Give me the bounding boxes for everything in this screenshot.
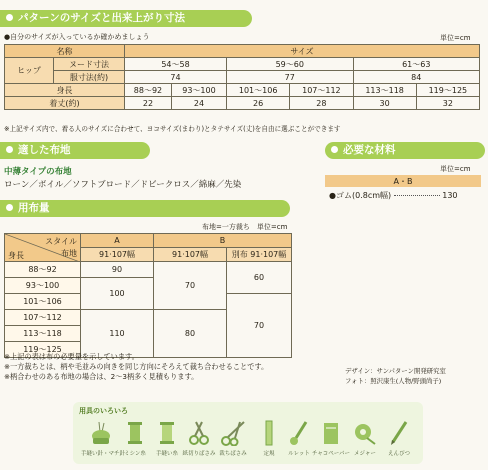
- size-table: [4, 44, 480, 110]
- yardage-cell: 70: [227, 294, 292, 358]
- credit-photo: フォト：照沢康生(人物/野頭尚子): [345, 377, 442, 385]
- tool-label: チャコペーパー: [311, 451, 351, 457]
- unit-label: 単位=cm: [440, 34, 471, 42]
- table-cell: 119〜125: [416, 84, 479, 97]
- yardage-cell: 60: [227, 262, 292, 294]
- table-cell: 77: [227, 71, 353, 84]
- bullet-dot-icon: [6, 14, 13, 21]
- bullet-dot-icon: [6, 146, 13, 153]
- size-footnote: ※上記サイズ内で、着る人のサイズに合わせて、ヨコサイズ(まわり)とタテサイズ(丈)を自由に選ぶことができます: [4, 125, 341, 133]
- table-cell: 26: [227, 97, 290, 110]
- yardage-cell: 100: [81, 278, 154, 310]
- row-label-height: 身長: [5, 84, 125, 97]
- height-cell: 113〜118: [5, 326, 81, 342]
- section-title: 用布量: [18, 202, 50, 214]
- table-cell: 61〜63: [353, 58, 480, 71]
- yardage-note: ※一方裁ちとは、柄や毛並みの向きを同じ方向にそろえて裁ち合わせることです。: [4, 362, 269, 371]
- subnote: ●自分のサイズが入っているか確かめましょう: [4, 33, 150, 41]
- materials-header: A・B: [325, 175, 481, 187]
- yardage-note: ※上記の表は布の必要量を示しています。: [4, 352, 139, 361]
- height-cell: 88〜92: [5, 262, 81, 278]
- table-cell: 101〜106: [227, 84, 290, 97]
- fabric-subtitle: 中薄タイプの布地: [4, 167, 72, 177]
- yardage-cell: 70: [154, 262, 227, 310]
- table-cell: 88〜92: [125, 84, 172, 97]
- table-cell: 59〜60: [227, 58, 353, 71]
- unit-label: 単位=cm: [440, 165, 471, 173]
- width-b1: 91·107幅: [154, 248, 227, 262]
- table-cell: 30: [353, 97, 416, 110]
- credit-design: デザイン：サンパターン開発研究室: [345, 367, 446, 375]
- height-cell: 93〜100: [5, 278, 81, 294]
- tool-label: 紙切りばさみ: [182, 451, 216, 457]
- col-b-header: B: [154, 234, 292, 248]
- tools-panel: [73, 402, 423, 464]
- pencil-icon: [379, 420, 419, 457]
- leader-dots: [394, 195, 440, 196]
- bullet-dot-icon: [6, 204, 13, 211]
- yardage-unit: 布地=一方裁ち 単位=cm: [202, 223, 288, 231]
- tool-label: 手縫い針・マチ針: [81, 451, 126, 457]
- table-cell: 74: [125, 71, 227, 84]
- table-cell: 84: [353, 71, 480, 84]
- fabric-scissors-icon: [213, 420, 253, 457]
- table-cell: 22: [125, 97, 172, 110]
- tool-label: 裁ちばさみ: [219, 451, 247, 457]
- section-title: 必要な材料: [343, 144, 396, 156]
- material-value: 130: [442, 190, 458, 200]
- bullet-dot-icon: [331, 146, 338, 153]
- tool-label: ルレット: [288, 451, 310, 457]
- section-banner-materials: [325, 142, 485, 159]
- tool-label: メジャー: [354, 451, 376, 457]
- height-label: 身長: [8, 251, 24, 260]
- width-b2: 別布 91·107幅: [227, 248, 292, 262]
- table-cell: 93〜100: [171, 84, 226, 97]
- yardage-cell: 90: [81, 262, 154, 278]
- table-cell: 32: [416, 97, 479, 110]
- material-name: ●ゴム(0.8cm幅): [329, 190, 392, 200]
- row-label-hip: ヒップ: [5, 58, 54, 84]
- row-label-length: 着丈(約): [5, 97, 125, 110]
- materials-row: [325, 187, 481, 203]
- section-title: 適した布地: [18, 144, 71, 156]
- section-banner-size: [0, 10, 252, 27]
- row-label-garment: 服寸法(約): [54, 71, 125, 84]
- table-cell: 113〜118: [353, 84, 416, 97]
- height-cell: 101〜106: [5, 294, 81, 310]
- col-a-header: A: [81, 234, 154, 248]
- section-title: パターンのサイズと出来上がり寸法: [18, 12, 185, 24]
- header-name: 名称: [5, 45, 125, 58]
- fabric-list: ローン／ボイル／ソフトブロード／ドビークロス／綿麻／先染: [4, 180, 242, 190]
- header-size: サイズ: [125, 45, 480, 58]
- table-cell: 107〜112: [290, 84, 353, 97]
- fabric-label: 布地: [61, 249, 77, 258]
- table-cell: 24: [171, 97, 226, 110]
- section-banner-fabric: [0, 142, 150, 159]
- tool-label: 定規: [263, 451, 275, 457]
- row-label-nude: ヌード寸法: [54, 58, 125, 71]
- style-label: スタイル: [45, 237, 77, 246]
- tool-label: 手縫い糸: [155, 451, 178, 457]
- section-banner-yardage: [0, 200, 290, 217]
- tool-label: ミシン糸: [124, 451, 146, 457]
- table-cell: 28: [290, 97, 353, 110]
- corner-cell: [5, 234, 81, 262]
- tools-title: 用具のいろいろ: [79, 407, 128, 415]
- yardage-cell: 80: [154, 310, 227, 358]
- yardage-cell: 110: [81, 310, 154, 358]
- height-cell: 107〜112: [5, 310, 81, 326]
- materials-table: [325, 175, 481, 203]
- width-a: 91·107幅: [81, 248, 154, 262]
- yardage-table: [4, 233, 292, 358]
- tool-label: えんぴつ: [387, 451, 410, 457]
- table-cell: 54〜58: [125, 58, 227, 71]
- yardage-note: ※柄合わせのある布地の場合は、2〜3柄多く見積もります。: [4, 372, 199, 381]
- height-cell: 119〜125: [5, 342, 81, 358]
